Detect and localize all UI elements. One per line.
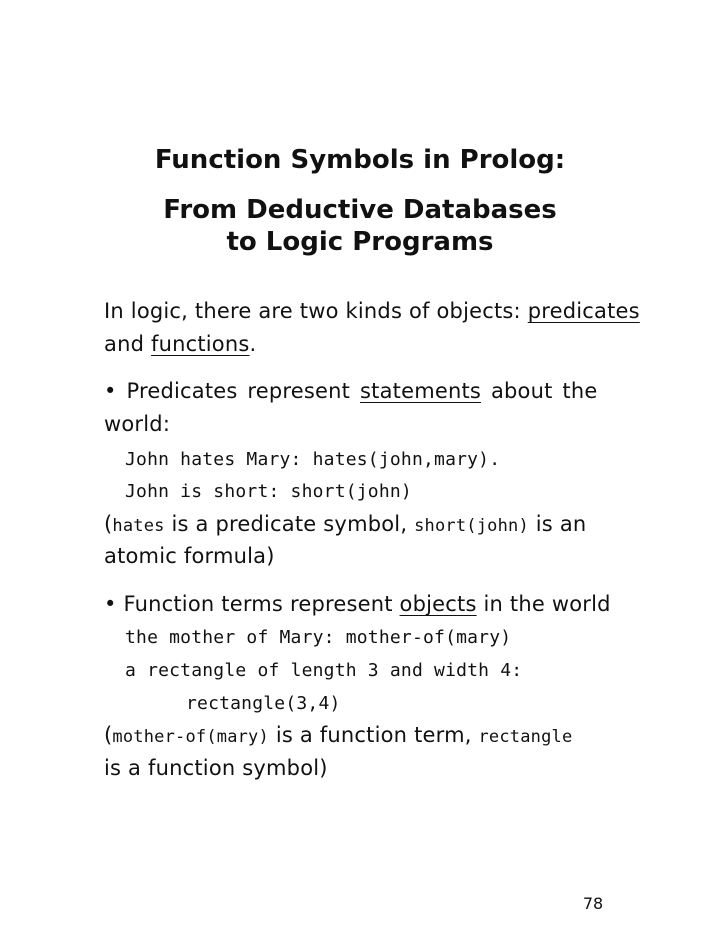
bullet1-note-line-2: atomic formula) <box>104 544 275 568</box>
bullet1-note-line-1 <box>104 510 586 540</box>
bullet1-line-2: world: <box>104 412 171 436</box>
term-predicates: predicates <box>527 299 640 323</box>
term-objects: objects <box>399 592 477 616</box>
intro-text: In logic, there are two kinds of objects: <box>104 299 528 323</box>
code-example-hates: John hates Mary: hates(john,mary). <box>125 449 501 470</box>
bullet1-text: • Predicates represent <box>104 379 360 403</box>
bullet2-note-line-1 <box>104 721 572 751</box>
title-line-1: Function Symbols in Prolog: <box>154 145 566 175</box>
intro-period: . <box>249 332 257 356</box>
bullet2-text-end: in the world <box>476 592 611 616</box>
term-statements: statements <box>360 379 482 403</box>
code-example-rectangle: rectangle(3,4) <box>186 693 341 714</box>
intro-line-1 <box>104 297 640 325</box>
code-example-short: John is short: short(john) <box>125 481 412 502</box>
title-line-3: to Logic Programs <box>226 227 494 257</box>
code-example-mother: the mother of Mary: mother-of(mary) <box>125 627 512 648</box>
note-paren: ( <box>104 512 113 536</box>
bullet2-text: • Function terms represent <box>104 592 400 616</box>
code-example-rectangle-desc: a rectangle of length 3 and width 4: <box>125 660 523 681</box>
code-mother-of-mary: mother-of(mary) <box>112 727 269 747</box>
bullet1-text-end: about the <box>481 379 598 403</box>
note-text: is a function term, <box>268 723 479 747</box>
code-rectangle: rectangle <box>478 727 573 747</box>
bullet1-line-1 <box>104 377 597 405</box>
code-short-john: short(john) <box>414 516 529 536</box>
page-number: 78 <box>582 894 604 913</box>
code-hates: hates <box>112 516 165 536</box>
title-line-2: From Deductive Databases <box>163 195 557 225</box>
intro-line-2 <box>104 330 256 358</box>
term-functions: functions <box>150 332 250 356</box>
note-paren: ( <box>104 723 113 747</box>
intro-text: and <box>104 332 151 356</box>
bullet2-note-line-2: is a function symbol) <box>104 756 328 780</box>
note-text-end: is an <box>528 512 587 536</box>
note-text: is a predicate symbol, <box>164 512 415 536</box>
bullet2-line-1 <box>104 590 611 618</box>
